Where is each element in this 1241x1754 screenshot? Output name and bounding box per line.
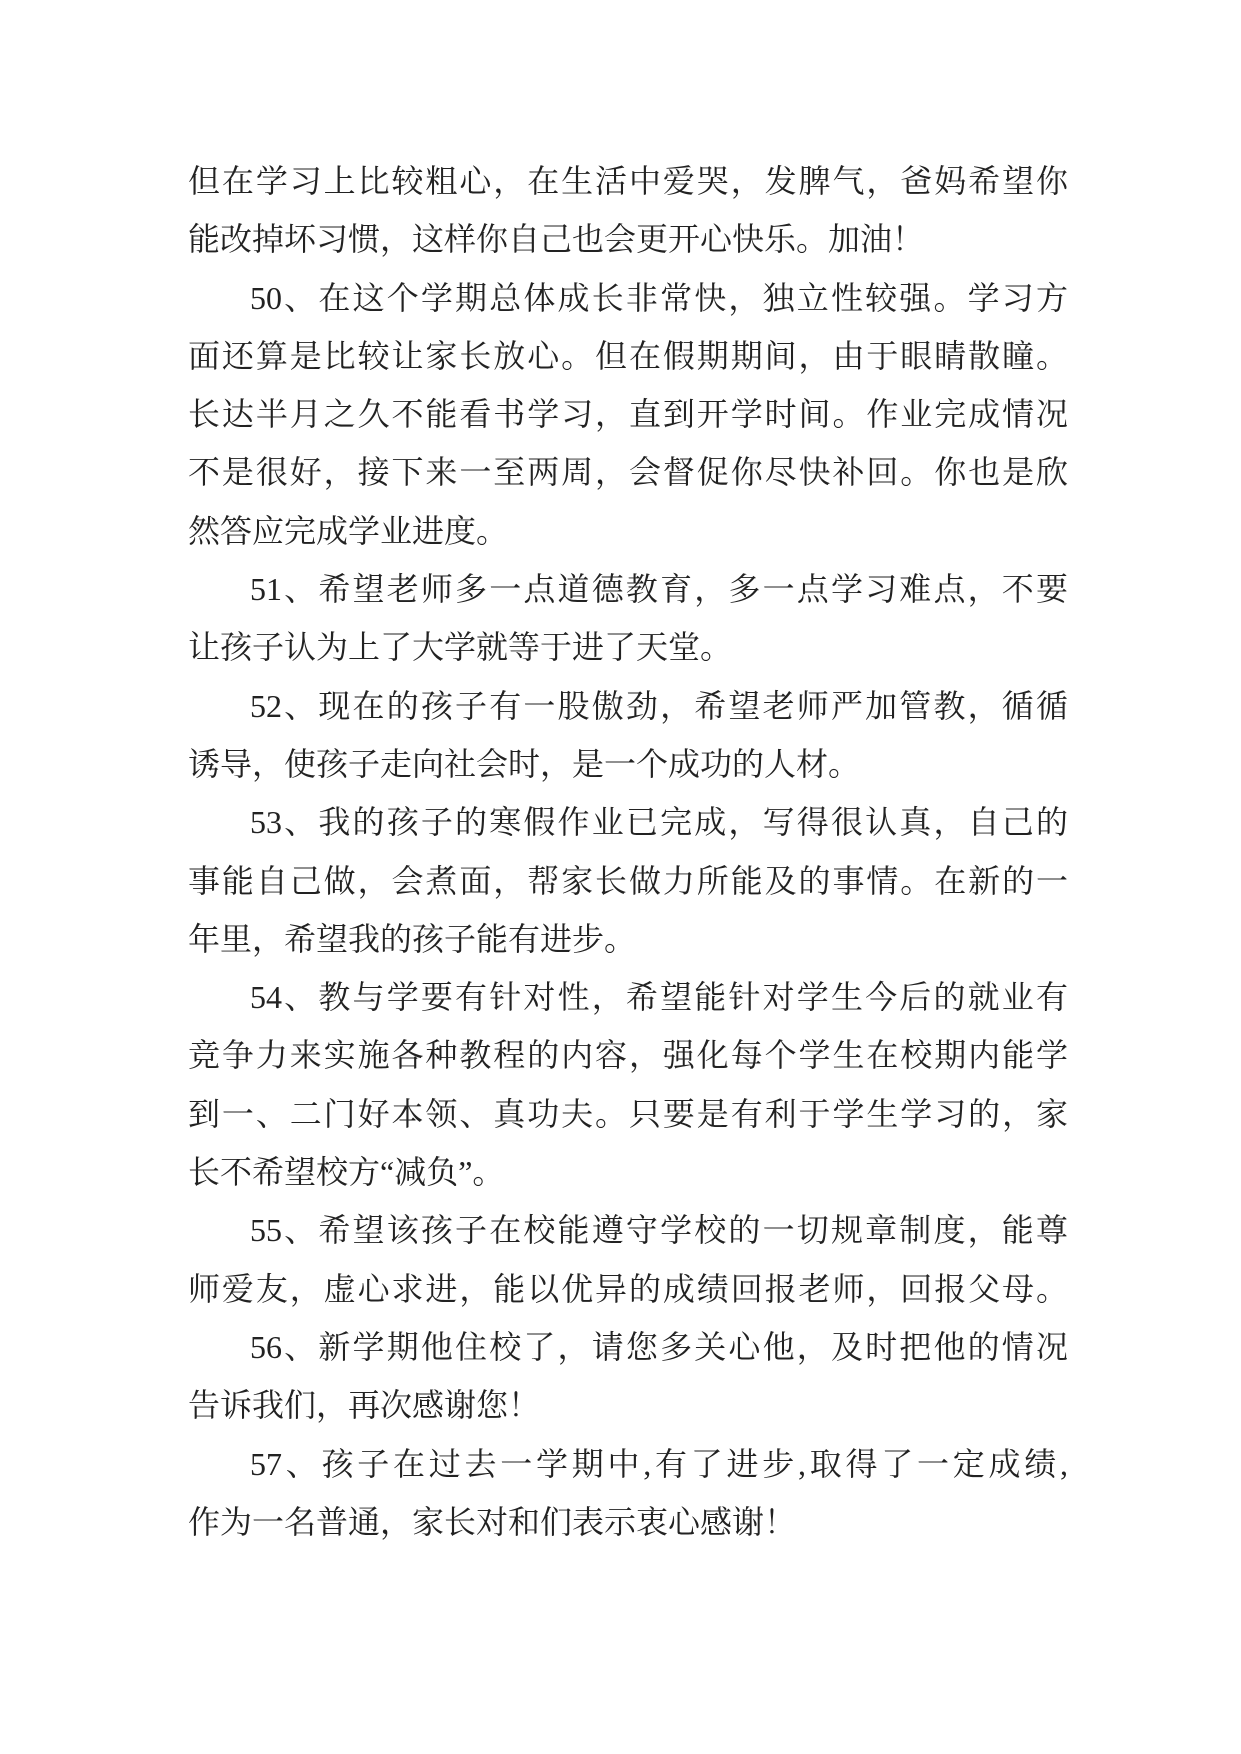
text-line: 面还算是比较让家长放心。但在假期期间，由于眼睛散瞳。 xyxy=(188,337,1068,374)
paragraph-52 xyxy=(188,677,1068,794)
text-line: 竞争力来实施各种教程的内容，强化每个学生在校期内能学 xyxy=(188,1037,1068,1074)
text-line: 年里，希望我的孩子能有进步。 xyxy=(188,920,637,957)
text-line: 55、希望该孩子在校能遵守学校的一切规章制度，能尊 xyxy=(250,1212,1068,1249)
text-line: 告诉我们，再次感谢您！ xyxy=(188,1387,541,1424)
paragraph-continuation xyxy=(188,152,1068,269)
text-line: 长达半月之久不能看书学习，直到开学时间。作业完成情况 xyxy=(188,396,1068,433)
paragraph-55 xyxy=(188,1201,1068,1318)
text-line: 长不希望校方“减负”。 xyxy=(188,1154,505,1191)
text-line: 51、希望老师多一点道德教育，多一点学习难点，不要 xyxy=(250,571,1068,608)
text-line: 不是很好，接下来一至两周，会督促你尽快补回。你也是欣 xyxy=(188,454,1068,491)
text-line: 52、现在的孩子有一股傲劲，希望老师严加管教，循循 xyxy=(250,687,1068,724)
text-line: 师爱友，虚心求进，能以优异的成绩回报老师，回报父母。 xyxy=(188,1270,1068,1307)
text-line: 50、在这个学期总体成长非常快，独立性较强。学习方 xyxy=(250,279,1068,316)
text-line: 53、我的孩子的寒假作业已完成，写得很认真，自己的 xyxy=(250,804,1068,841)
text-line: 让孩子认为上了大学就等于进了天堂。 xyxy=(188,629,733,666)
text-line: 事能自己做，会煮面，帮家长做力所能及的事情。在新的一 xyxy=(188,862,1068,899)
paragraph-53 xyxy=(188,793,1068,968)
paragraph-54 xyxy=(188,968,1068,1201)
text-line: 56、新学期他住校了，请您多关心他，及时把他的情况 xyxy=(250,1328,1068,1365)
text-line: 但在学习上比较粗心，在生活中爱哭，发脾气，爸妈希望你 xyxy=(188,163,1068,199)
text-line: 54、教与学要有针对性，希望能针对学生今后的就业有 xyxy=(250,979,1068,1016)
paragraph-51 xyxy=(188,560,1068,677)
text-line: 57、孩子在过去一学期中,有了进步,取得了一定成绩, xyxy=(250,1445,1068,1482)
text-line: 诱导，使孩子走向社会时，是一个成功的人材。 xyxy=(188,745,861,782)
paragraph-57 xyxy=(188,1435,1068,1552)
paragraph-56 xyxy=(188,1318,1068,1435)
paragraph-50 xyxy=(188,269,1068,560)
text-line: 作为一名普通，家长对和们表示衷心感谢！ xyxy=(188,1503,797,1540)
text-line: 然答应完成学业进度。 xyxy=(188,512,509,549)
text-content xyxy=(188,152,1068,1551)
text-line: 能改掉坏习惯，这样你自己也会更开心快乐。加油！ xyxy=(188,221,925,258)
text-line: 到一、二门好本领、真功夫。只要是有利于学生学习的，家 xyxy=(188,1095,1068,1132)
